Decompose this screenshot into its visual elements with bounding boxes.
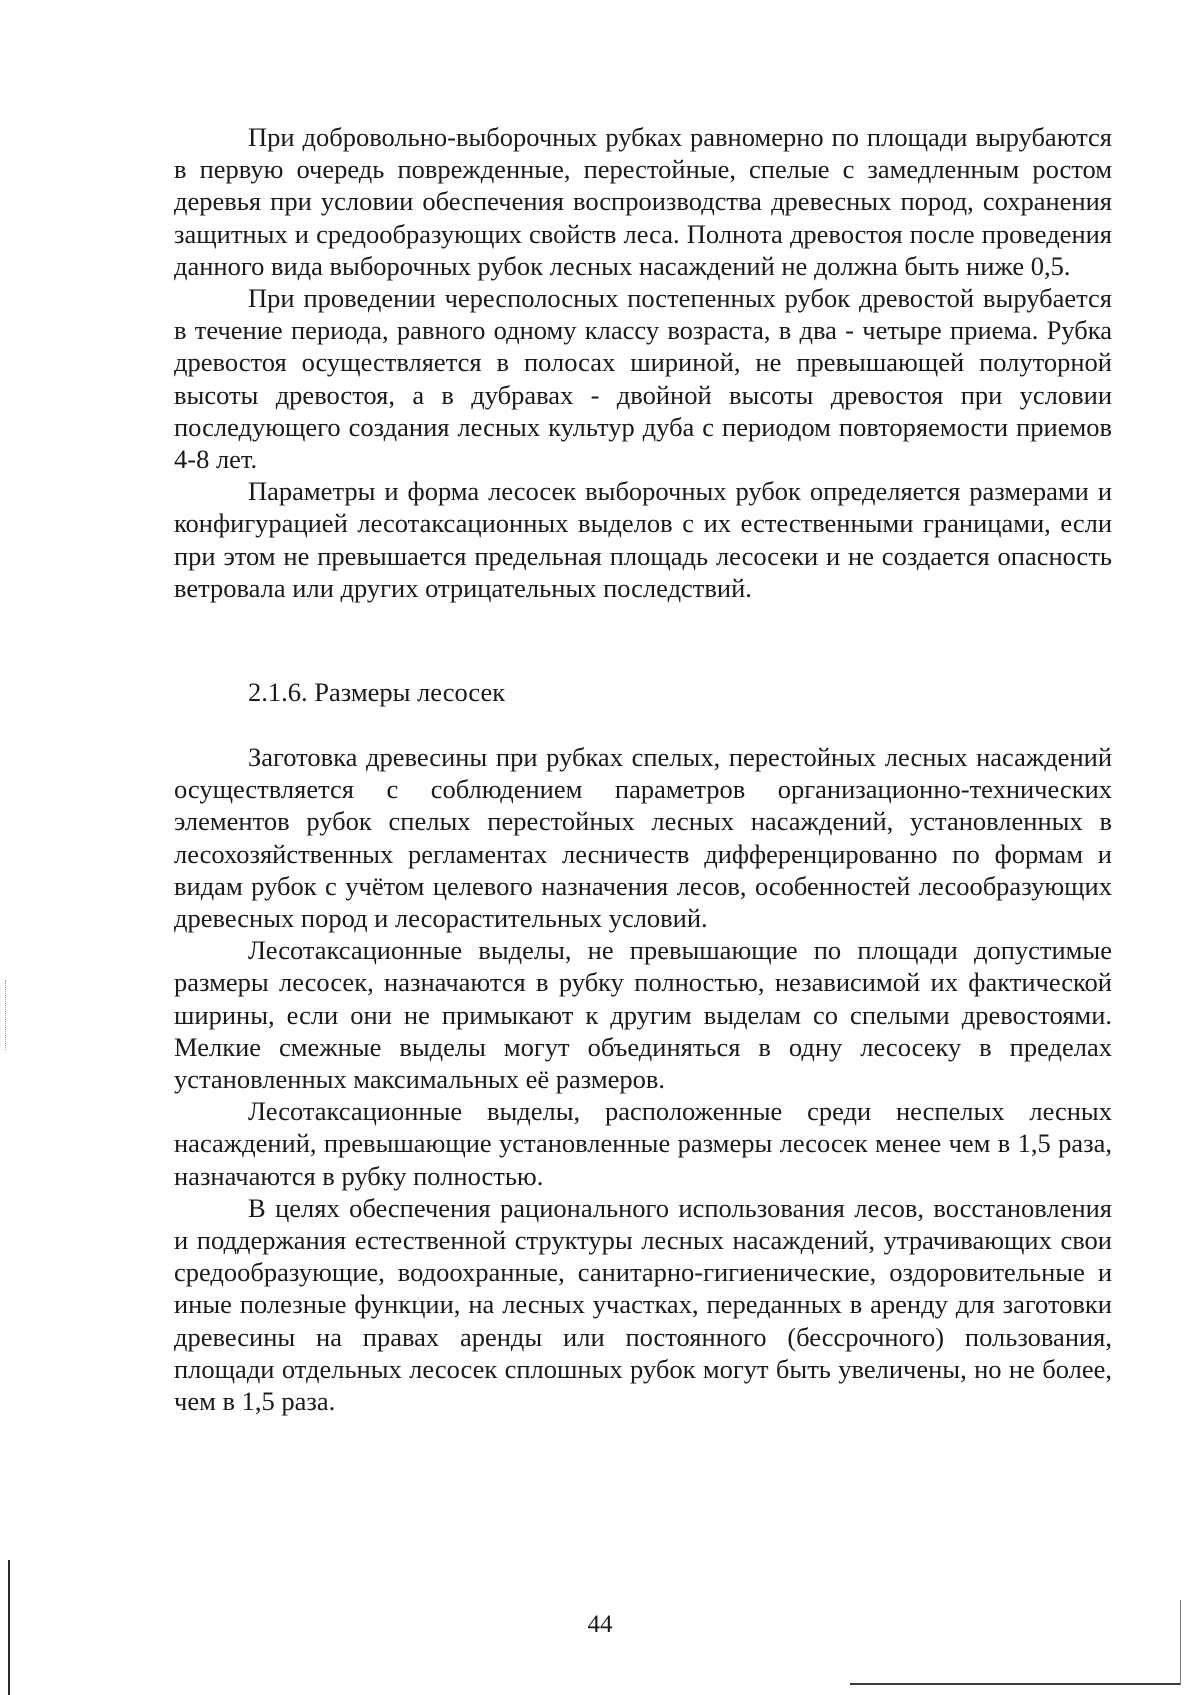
paragraph-selective-felling: При добровольно-выборочных рубках равномерно по площади вырубаются в первую очередь поврежденные, перестойные, спелые с замедленным ростом деревья при условии обеспечения воспроизводства древесных пород, сохранения защитных и средообразующих свойств леса. Полнота древостоя после проведения данного вида выборочных рубок лесных насаждений не должна быть ниже 0,5. xyxy=(174,122,1112,281)
paragraph-cutting-area-parameters: Параметры и форма лесосек выборочных рубок определяется размерами и конфигурацией лесотаксационных выделов с их естественными границами, если при этом не превышается предельная площадь лесосеки и не создается опасность ветровала или других отрицательных последствий. xyxy=(174,476,1112,603)
scan-artifact-bottom-edge xyxy=(850,1683,1180,1685)
text-block-bottom xyxy=(174,741,1112,1417)
scan-artifact-right-edge xyxy=(1180,1600,1181,1685)
paragraph-area-increase: В целях обеспечения рационального использования лесов, восстановления и поддержания естественной структуры лесных насаждений, утрачивающих свои средообразующие, водоохранные, санитарно-гигиенические, оздоровительные и иные полезные функции, на лесных участках, переданных в аренду для заготовки древесины на правах аренды или постоянного (бессрочного) пользования, площади отдельных лесосек сплошных рубок могут быть увеличены, но не более, чем в 1,5 раза. xyxy=(174,1192,1112,1417)
page-number: 44 xyxy=(587,1611,613,1638)
scan-artifact-left-edge xyxy=(8,1560,10,1695)
paragraph-immature-stands: Лесотаксационные выделы, расположенные среди неспелых лесных насаждений, превышающие установленные размеры лесосек менее чем в 1,5 раза, назначаются в рубку полностью. xyxy=(174,1096,1112,1191)
paragraph-forest-sections: Лесотаксационные выделы, не превышающие по площади допустимые размеры лесосек, назначаются в рубку полностью, независимой их фактической ширины, если они не примыкают к другим выделам со спелыми древостоями. Мелкие смежные выделы могут объединяться в одну лесосеку в пределах установленных максимальных её размеров. xyxy=(174,935,1112,1095)
paragraph-strip-felling: При проведении чересполосных постепенных рубок древостой вырубается в течение периода, равного одному классу возраста, в два - четыре приема. Рубка древостоя осуществляется в полосах шириной, не превышающей полуторной высоты древостоя, а в дубравах - двойной высоты древостоя при условии последующего создания лесных культур дуба с периодом повторяемости приемов 4-8 лет. xyxy=(174,283,1112,475)
text-block-top xyxy=(174,121,1112,604)
section-heading: 2.1.6. Размеры лесосек xyxy=(248,677,506,707)
paragraph-timber-harvesting: Заготовка древесины при рубках спелых, перестойных лесных насаждений осуществляется с соблюдением параметров организационно-технических элементов рубок спелых перестойных лесных насаждений, установленных в лесохозяйственных регламентах лесничеств дифференцированно по формам и видам рубок с учётом целевого назначения лесов, особенностей лесообразующих древесных пород и лесорастительных условий. xyxy=(174,742,1112,934)
scan-artifact-dots xyxy=(5,980,7,1050)
